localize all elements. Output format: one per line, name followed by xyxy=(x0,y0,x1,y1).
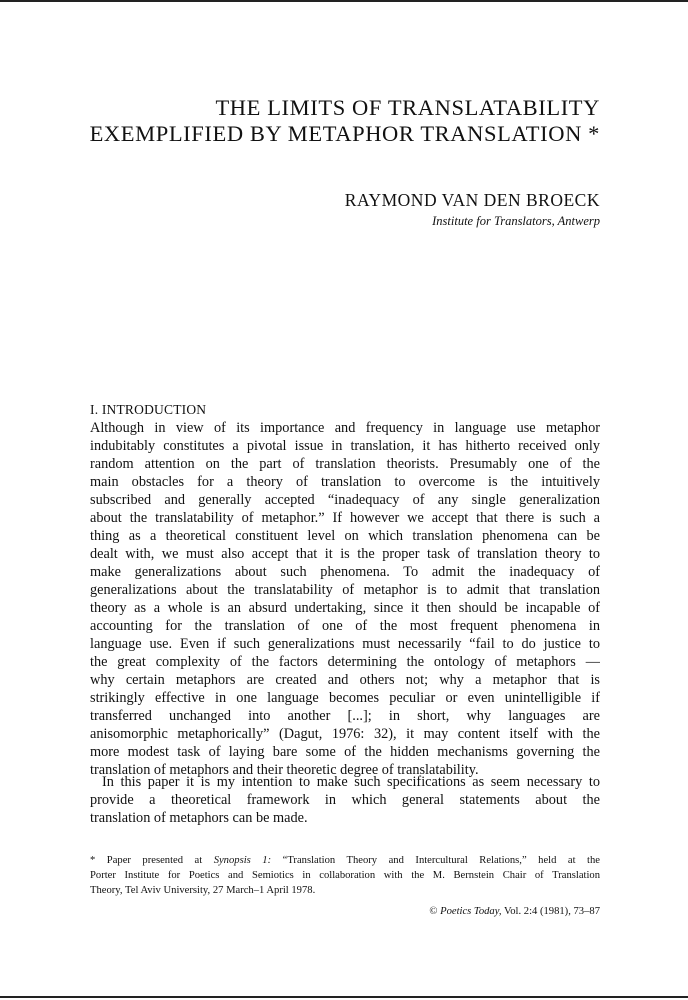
text-line: subscribed and generally accepted “inadequacy of any single generalization xyxy=(90,492,600,508)
text-line: provide a theoretical framework in which general statements about the xyxy=(90,792,600,808)
text-line: about the translatability of metaphor.” If however we accept that there is such a xyxy=(90,510,600,526)
author-affiliation: Institute for Translators, Antwerp xyxy=(432,214,600,228)
footnote xyxy=(90,853,600,898)
footnote-line xyxy=(90,853,600,868)
text-line: more modest task of laying bare some of the hidden mechanisms governing the xyxy=(90,744,600,760)
bottom-border-rule xyxy=(0,996,688,998)
text-line: the great complexity of the factors determining the ontology of metaphors — xyxy=(90,654,600,670)
footnote-event-name: Synopsis 1: xyxy=(213,855,272,866)
text-line: main obstacles for a theory of translation to overcome is the intuitively xyxy=(90,474,600,490)
article-title-line-1: THE LIMITS OF TRANSLATABILITY xyxy=(215,95,600,120)
author-name: RAYMOND VAN DEN BROECK xyxy=(344,190,600,210)
text-line: theory as a whole is an absurd undertaking, since it then should be incapable of xyxy=(90,600,600,616)
top-border-rule xyxy=(0,0,688,2)
copyright-line xyxy=(250,905,600,919)
text-line: indubitably constitutes a pivotal issue in translation, it has hitherto received only xyxy=(90,438,600,454)
text-line: transferred unchanged into another [...]; in short, why languages are xyxy=(90,708,600,724)
text-line: translation of metaphors and their theoretic degree of translatability. xyxy=(90,762,479,778)
text-line: language use. Even if such generalizations must necessarily “fail to do justice to xyxy=(90,636,600,652)
copyright-symbol: © xyxy=(429,906,438,917)
section-heading-introduction: I. INTRODUCTION xyxy=(90,402,207,417)
journal-name: Poetics Today, xyxy=(440,906,502,917)
article-title-line-2: EXEMPLIFIED BY METAPHOR TRANSLATION * xyxy=(89,121,600,146)
footnote-line: Theory, Tel Aviv University, 27 March–1 April 1978. xyxy=(90,885,316,896)
text-line: make generalizations about such phenomena. To admit the inadequacy of xyxy=(90,564,600,580)
text-line: why certain metaphors are created and others not; why a metaphor that is xyxy=(90,672,600,688)
text-line: random attention on the part of translation theorists. Presumably one of the xyxy=(90,456,600,472)
text-line: strikingly effective in one language becomes peculiar or even unintelligible if xyxy=(90,690,600,706)
paragraph-introduction-1 xyxy=(90,419,600,779)
footnote-line: Porter Institute for Poetics and Semiotics in collaboration with the M. Bernstein Chair of Translation xyxy=(90,870,600,881)
text-line: translation of metaphors can be made. xyxy=(90,810,308,826)
text-line: In this paper it is my intention to make such specifications as seem necessary to xyxy=(102,774,600,790)
text-line: accounting for the translation of one of the most frequent phenomena in xyxy=(90,618,600,634)
text-line: generalizations about the translatability of metaphor is to admit that translation xyxy=(90,582,600,598)
footnote-lead: * Paper presented at xyxy=(90,855,214,866)
footnote-line1-rest: “Translation Theory and Intercultural Relations,” held at the xyxy=(271,855,600,866)
text-line: thing as a theoretical constituent level on which translation phenomena can be xyxy=(90,528,600,544)
journal-citation: Vol. 2:4 (1981), 73–87 xyxy=(501,906,600,917)
text-line: Although in view of its importance and frequency in language use metaphor xyxy=(90,420,600,436)
text-line: anisomorphic metaphorically” (Dagut, 1976: 32), it may content itself with the xyxy=(90,726,600,742)
text-line: dealt with, we must also accept that it is the proper task of translation theory to xyxy=(90,546,600,562)
paragraph-introduction-2 xyxy=(90,773,600,827)
